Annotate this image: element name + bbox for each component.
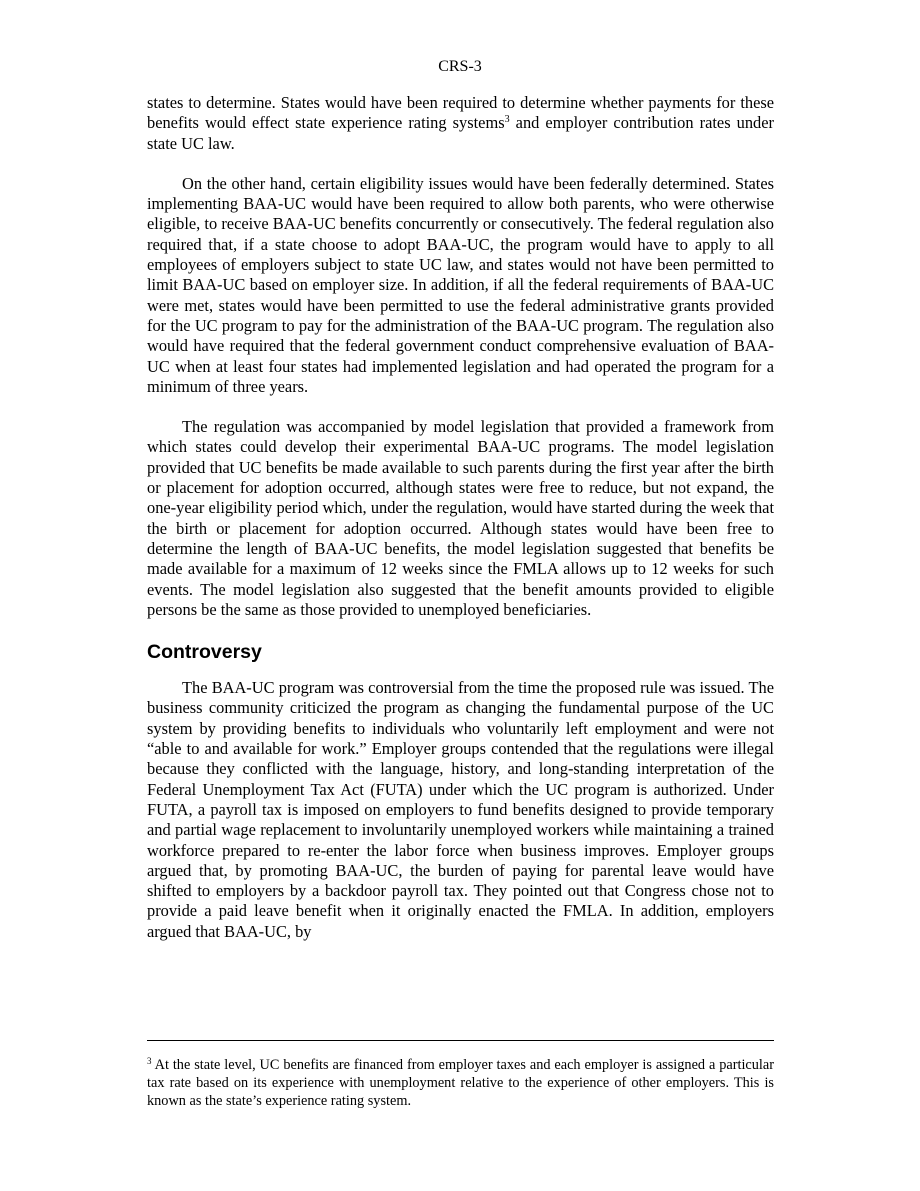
footnote-reference: 3 (504, 114, 510, 126)
paragraph-1 (147, 93, 774, 154)
section-heading: Controversy (147, 641, 262, 664)
body-text (147, 93, 774, 942)
footnote-number: 3 (147, 1056, 152, 1066)
paragraph-4: The BAA-UC program was controversial from the time the proposed rule was issued. The business community criticized the program as changing the fundamental purpose of the UC system by providing benefits to individuals who voluntarily left employment and were not “able to and available for work.” Employer groups contended that the regulations were illegal because they conflicted with the language, history, and long-standing interpretation of the Federal Unemployment Tax Act (FUTA) under which the UC program is authorized. Under FUTA, a payroll tax is imposed on employers to fund benefits designed to provide temporary and partial wage replacement to involuntarily unemployed workers while maintaining a trained workforce prepared to re-enter the labor force when business improves. Employer groups argued that, by promoting BAA-UC, the burden of paying for parental leave would have shifted to employers by a backdoor payroll tax. They pointed out that Congress chose not to provide a paid leave benefit when it originally enacted the FMLA. In addition, employers argued that BAA-UC, by (147, 678, 774, 941)
footnote (147, 1057, 774, 1110)
paragraph-1-text-end: and employer contribution rates under state UC law. (147, 113, 774, 153)
footnote-divider (147, 1040, 774, 1041)
paragraph-3: The regulation was accompanied by model legislation that provided a framework from which states could develop their experimental BAA-UC programs. The model legislation provided that UC benefits be made available to such parents during the first year after the birth or placement for adoption occurred, although states were free to reduce, but not expand, the one-year eligibility period which, under the regulation, would have started during the week that the birth or placement for adoption occurred. Although states would have been free to determine the length of BAA-UC benefits, the model legislation suggested that benefits be made available for a maximum of 12 weeks since the FMLA allows up to 12 weeks for such events. The model legislation also suggested that the benefit amounts provided to eligible persons be the same as those provided to unemployed beneficiaries. (147, 417, 774, 619)
paragraph-1-text-start: states to determine. States would have been required to determine whether payments for these benefits would effect state experience rating systems (147, 93, 774, 133)
footnote-text: At the state level, UC benefits are financed from employer taxes and each employer is assigned a particular tax rate based on its experience with unemployment relative to the experience of other employers. This is known as the state’s experience rating system. (147, 1057, 774, 1109)
paragraph-2: On the other hand, certain eligibility issues would have been federally determined. States implementing BAA-UC would have been required to allow both parents, who were otherwise eligible, to receive BAA-UC benefits concurrently or consecutively. The federal regulation also required that, if a state choose to adopt BAA-UC, the program would have to apply to all employees of employers subject to state UC law, and states would not have been permitted to limit BAA-UC based on employer size. In addition, if all the federal requirements of BAA-UC were met, states would have been permitted to use the federal administrative grants provided for the UC program to pay for the administration of the BAA-UC program. The regulation also would have required that the federal government conduct comprehensive evaluation of BAA-UC when at least four states had implemented legislation and had operated the program for a minimum of three years. (147, 173, 774, 396)
page-header: CRS-3 (438, 58, 482, 75)
